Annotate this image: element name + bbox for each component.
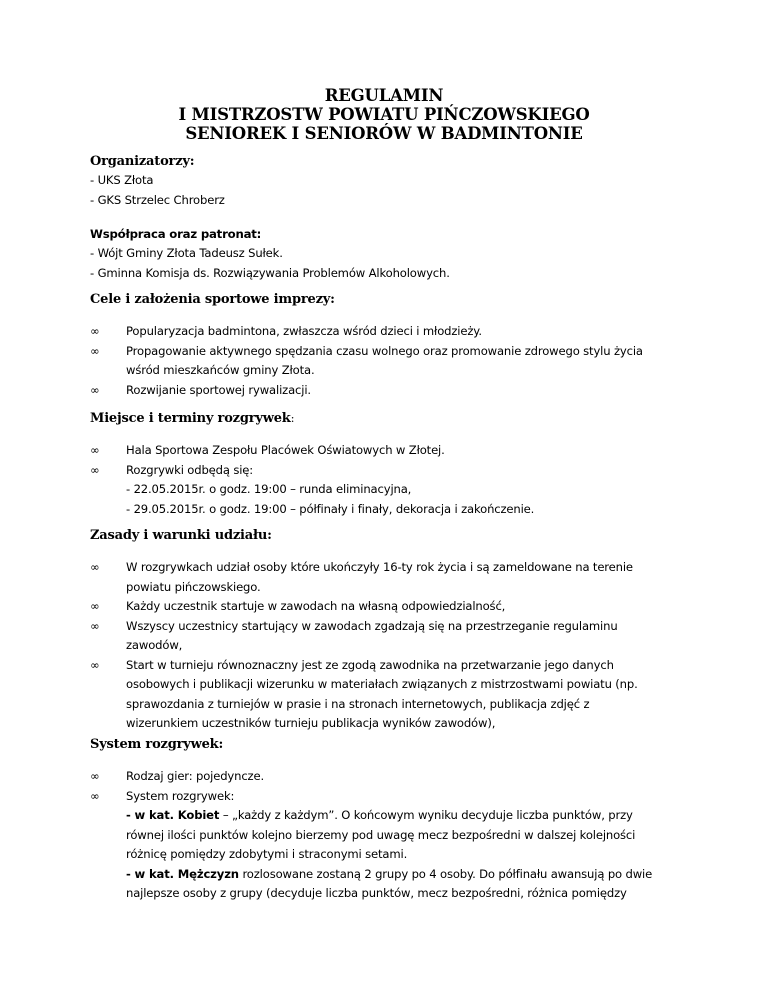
list-item-text: Każdy uczestnik startuje w zawodach na własną odpowiedzialność,	[126, 599, 506, 613]
infinity-bullet-icon: ∞	[90, 788, 100, 803]
list-item	[90, 767, 690, 787]
women-category-line	[126, 806, 690, 826]
list-item	[90, 558, 690, 597]
organizer-item: - UKS Złota	[90, 173, 154, 187]
infinity-bullet-icon: ∞	[90, 618, 100, 633]
organizer-item: - GKS Strzelec Chroberz	[90, 192, 225, 207]
list-item-text: różnicę pomiędzy zdobytymi i straconymi setami.	[126, 847, 408, 861]
title-line-2: I MISTRZOSTW POWIATU PIŃCZOWSKIEGO	[178, 105, 590, 124]
list-item	[90, 381, 690, 401]
list-item	[90, 787, 690, 904]
list-item-text: Hala Sportowa Zespołu Placówek Oświatowych w Złotej.	[126, 443, 445, 457]
title-line-1: REGULAMIN	[324, 86, 444, 105]
rules-list	[90, 558, 690, 734]
cooperation-item: - Gminna Komisja ds. Rozwiązywania Problemów Alkoholowych.	[90, 265, 450, 280]
infinity-bullet-icon: ∞	[90, 769, 100, 783]
goals-list	[90, 322, 690, 400]
rules-heading: Zasady i warunki udziału:	[90, 528, 272, 543]
list-item-text: Propagowanie aktywnego spędzania czasu wolnego oraz promowanie zdrowego stylu życia	[126, 343, 643, 358]
venue-list	[90, 441, 690, 519]
list-item-text: System rozgrywek:	[126, 788, 235, 803]
venue-heading-colon: :	[290, 411, 295, 425]
system-heading: System rozgrywek:	[90, 737, 224, 752]
infinity-bullet-icon: ∞	[90, 343, 100, 358]
list-item	[90, 461, 690, 520]
list-item-text: Popularyzacja badmintona, zwłaszcza wśród dzieci i młodzieży.	[126, 324, 482, 338]
infinity-bullet-icon: ∞	[90, 382, 100, 397]
list-item-text: W rozgrywkach udział osoby które ukończyły 16-ty rok życia i są zameldowane na terenie	[126, 560, 633, 574]
infinity-bullet-icon: ∞	[90, 324, 100, 338]
infinity-bullet-icon: ∞	[90, 599, 100, 613]
women-prefix: - w kat.	[126, 808, 178, 822]
list-item-text: Start w turnieju równoznaczny jest ze zgodą zawodnika na przetwarzanie jego danych	[126, 657, 614, 672]
list-item	[90, 597, 690, 617]
list-item-text: osobowych i publikacji wizerunku w materiałach związanych z mistrzostwami powiatu (np.	[126, 677, 638, 691]
infinity-bullet-icon: ∞	[90, 462, 100, 477]
venue-heading-row	[90, 409, 690, 429]
list-item	[90, 656, 690, 734]
organizers-section	[90, 152, 690, 210]
list-item-text: - 22.05.2015r. o godz. 19:00 – runda eliminacyjna,	[126, 482, 412, 496]
list-item-text: powiatu pińczowskiego.	[126, 579, 261, 594]
list-item-text: najlepsze osoby z grupy (decyduje liczba punktów, mecz bezpośredni, różnica pomiędzy	[126, 886, 627, 900]
men-prefix: - w kat.	[126, 866, 178, 881]
infinity-bullet-icon: ∞	[90, 657, 100, 672]
list-item-text: Wszyscy uczestnicy startujący w zawodach zgadzają się na przestrzeganie regulaminu	[126, 618, 618, 633]
women-category-label: Kobiet	[177, 808, 220, 822]
women-rule-text: – „każdy z każdym”. O końcowym wyniku decyduje liczba punktów, przy	[219, 808, 633, 822]
organizers-heading: Organizatorzy:	[90, 154, 195, 169]
goals-heading: Cele i założenia sportowe imprezy:	[90, 292, 335, 307]
list-item-text: - 29.05.2015r. o godz. 19:00 – półfinały i finały, dekoracja i zakończenie.	[126, 501, 535, 516]
venue-heading: Miejsce i terminy rozgrywek	[90, 411, 291, 426]
cooperation-section	[90, 225, 690, 283]
list-item-text: równej ilości punktów kolejno bierzemy pod uwagę mecz bezpośredni w dalszej kolejności	[126, 827, 636, 842]
infinity-bullet-icon: ∞	[90, 443, 100, 457]
list-item-text: Rozgrywki odbędą się:	[126, 462, 254, 477]
list-item-text: wizerunkiem uczestników turnieju publikacja wyników zawodów),	[126, 716, 496, 730]
list-item-text: Rodzaj gier: pojedyncze.	[126, 769, 265, 783]
document-title	[90, 86, 678, 143]
list-item	[90, 322, 690, 342]
system-list	[90, 767, 690, 904]
men-rule-text: rozlosowane zostaną 2 grupy po 4 osoby. Do półfinału awansują po dwie	[238, 866, 653, 881]
infinity-bullet-icon: ∞	[90, 560, 100, 574]
list-item-text: sprawozdania z turniejów w prasie i na stronach internetowych, publikacja zdjęć z	[126, 696, 590, 711]
list-item-text: wśród mieszkańców gminy Złota.	[126, 363, 315, 377]
men-category-line	[126, 865, 690, 885]
cooperation-heading: Współpraca oraz patronat:	[90, 227, 262, 241]
list-item	[90, 441, 690, 461]
title-line-3: SENIOREK I SENIORÓW W BADMINTONIE	[185, 124, 583, 143]
men-category-label: Mężczyzn	[177, 866, 239, 881]
list-item-text: zawodów,	[126, 638, 183, 652]
list-item	[90, 342, 690, 381]
list-item	[90, 617, 690, 656]
cooperation-item: - Wójt Gminy Złota Tadeusz Sułek.	[90, 246, 283, 260]
list-item-text: Rozwijanie sportowej rywalizacji.	[126, 382, 311, 397]
